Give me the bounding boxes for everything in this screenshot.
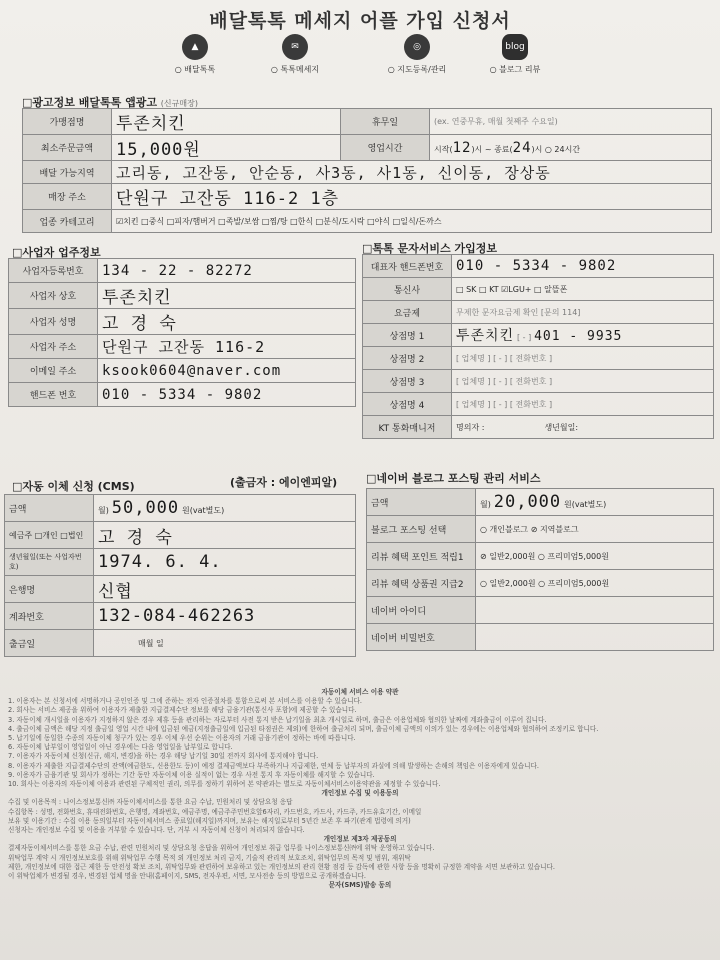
biz-section-title: □사업자 업주정보 <box>12 246 101 259</box>
terms-line: 10. 회사는 이용자의 자동이체 이용과 관련된 구체적인 권리, 의무를 정하기 위하여 본 약관과는 별도로 자동이체서비스이용약관을 제정할 수 있습니다. <box>8 780 441 789</box>
service-label: ○ 배달톡톡 <box>150 64 240 75</box>
kt-manager-field[interactable]: 명의자 : 생년월일: <box>452 416 714 439</box>
terms-line: 이 위탁업체가 변경될 경우, 변경된 업체 명을 안내(홈페이지, SMS, 전자우편, 서면, 모사전송 등의 방법으로 공개하겠습니다. <box>8 872 366 881</box>
naver-id-field[interactable] <box>476 597 714 624</box>
store-name-label: 가맹점명 <box>23 109 112 135</box>
regno-field[interactable]: 134 - 22 - 82272 <box>98 259 356 283</box>
phone-label: 핸드폰 번호 <box>9 383 98 407</box>
terms-block <box>8 688 712 890</box>
ad-info-table <box>22 108 712 233</box>
terms-line: 수집항목 : 성명, 전화번호, 휴대전화번호, 은행명, 계좌번호, 예금주명, 예금주주민번호앞6자리, 카드번호, 카드사, 카드주, 카드유효기간, 이메일 <box>8 807 422 816</box>
naver-id-label: 네이버 아이디 <box>367 597 476 624</box>
blog-type-radios[interactable]: ○ 개인블로그 ⊘ 지역블로그 <box>476 516 714 543</box>
terms-line: 제한, 개인정보에 대한 접근 제한 등 안전성 확보 조치, 위탁업무와 관련하여 보유하고 있는 개인정보의 관리 현황 점검 등 감독에 관한 사항 등을 명확히 규정한 계약을 서면 보관하고 있습니다. <box>8 862 555 871</box>
review-gift-radios[interactable]: ○ 일반2,000원 ○ 프리미엄5,000원 <box>476 570 714 597</box>
regno-label: 사업자등록번호 <box>9 259 98 283</box>
terms-line: 8. 이용자가 제출한 지급결제수단의 잔액(예금한도, 신용한도 등)이 예정 결제금액보다 부족하거나 지급제한, 연체 등 납부자의 과실에 의해 발생하는 손해의 책임은 이용자에게 있습니다. <box>8 761 539 770</box>
store-address-label: 매장 주소 <box>23 184 112 210</box>
service-blog[interactable] <box>470 34 560 75</box>
blog-type-label: 블로그 포스팅 선택 <box>367 516 476 543</box>
withdraw-label: 출금일 <box>5 630 94 657</box>
service-delivery[interactable] <box>150 34 240 75</box>
account-field[interactable]: 132-084-462263 <box>94 603 356 630</box>
phone-field[interactable]: 010 - 5334 - 9802 <box>98 383 356 407</box>
ad-section-title: □광고정보 배달톡톡 앱광고 (신규매장) <box>22 96 198 109</box>
plan-field[interactable]: 무제한 문자요금제 확인 [문의 114] <box>452 301 714 324</box>
hours-label: 영업시간 <box>341 135 430 161</box>
email-field[interactable]: ksook0604@naver.com <box>98 359 356 383</box>
min-order-label: 최소주문금액 <box>23 135 112 161</box>
depositor-field[interactable]: 고 경 숙 <box>94 522 356 549</box>
naver-pw-field[interactable] <box>476 624 714 651</box>
carrier-checkboxes[interactable]: □ SK □ KT ☑LGU+ □ 알뜰폰 <box>452 278 714 301</box>
plan-label: 요금제 <box>363 301 452 324</box>
owner-label: 사업자 성명 <box>9 309 98 335</box>
blog-table <box>366 488 714 651</box>
service-label: ○ 톡톡메세지 <box>250 64 340 75</box>
terms-line: 위탁업무 계약 시 개인정보보호를 위해 위탁업무 수행 목적 외 개인정보 처리 금지, 기술적 관리적 보호조치, 위탁업무의 목적 및 범위, 재위탁 <box>8 853 411 862</box>
birth-field[interactable]: 1974. 6. 4. <box>94 549 356 576</box>
service-icon-row <box>150 34 590 82</box>
birth-label: 생년월일(또는 사업자번호) <box>5 549 94 576</box>
biz-info-table <box>8 258 356 407</box>
store4-label: 상점명 4 <box>363 393 452 416</box>
review-gift-label: 리뷰 혜택 상품권 지급2 <box>367 570 476 597</box>
terms-line: 6. 자동이체 납부일이 영업일이 아닌 경우에는 다음 영업일을 납부일로 합니다. <box>8 743 233 752</box>
blog-section-title: □네이버 블로그 포스팅 관리 서비스 <box>366 472 541 485</box>
owner-field[interactable]: 고 경 숙 <box>98 309 356 335</box>
msg-section-title: □톡톡 문자서비스 가입정보 <box>362 242 497 255</box>
store3-field[interactable]: [ 업체명 ] [ - ] [ 전화번호 ] <box>452 370 714 393</box>
carrier-label: 통신사 <box>363 278 452 301</box>
area-field[interactable]: 고리동, 고잔동, 안순동, 사3동, 사1동, 신이동, 장상동 <box>112 161 712 184</box>
cms-section-title: □자동 이체 신청 (CMS) <box>12 480 135 493</box>
withdraw-field[interactable]: 매월 일 <box>94 630 356 657</box>
biz-address-field[interactable]: 단원구 고잔동 116-2 <box>98 335 356 359</box>
blog-amount-field[interactable]: 월) 20,000 원(vat별도) <box>476 489 714 516</box>
store2-label: 상점명 2 <box>363 347 452 370</box>
blog-amount-label: 금액 <box>367 489 476 516</box>
cms-payer: (출금자 : 에이엔피알) <box>230 476 338 489</box>
terms-line: 수집 및 이용목적 : 나이스정보통신㈜ 자동이체서비스를 통한 요금 수납, 민원처리 및 상담요청 응답 <box>8 798 293 807</box>
area-label: 배달 가능지역 <box>23 161 112 184</box>
terms-line: 7. 이용자가 자동이체 신청(신규, 해지, 변경)을 하는 경우 해당 납기일 30일 전까지 회사에 통지해야 합니다. <box>8 752 319 761</box>
message-icon: ✉ <box>282 34 308 60</box>
holiday-label: 휴무일 <box>341 109 430 135</box>
terms-line: 보유 및 이용기간 : 수집 이용 동의일부터 자동이체서비스 종료일(해지일)까지며, 보유는 해지일로부터 5년간 보존 후 파기(관계 법령에 의거) <box>8 816 411 825</box>
review-point-label: 리뷰 혜택 포인트 적립1 <box>367 543 476 570</box>
terms-line: 신청자는 개인정보 수집 및 이용을 거부할 수 있습니다. 단, 거부 시 자동이체 신청이 처리되지 않습니다. <box>8 826 305 835</box>
store-address-field[interactable]: 단원구 고잔동 116-2 1층 <box>112 184 712 210</box>
email-label: 이메일 주소 <box>9 359 98 383</box>
cms-table <box>4 494 356 657</box>
store4-field[interactable]: [ 업체명 ] [ - ] [ 전화번호 ] <box>452 393 714 416</box>
terms-line: 5. 납기일에 동일한 수종의 자동이체 청구가 있는 경우 이체 우선 순위는 이용자의 거래 금융기관이 정하는 바에 따릅니다. <box>8 734 356 743</box>
service-message[interactable] <box>250 34 340 75</box>
terms-subtitle: 개인정보 제3자 제공동의 <box>323 835 397 844</box>
terms-title: 자동이체 서비스 이용 약관 <box>321 688 399 696</box>
rep-phone-field[interactable]: 010 - 5334 - 9802 <box>452 255 714 278</box>
form-title: 배달톡톡 메세지 어플 가입 신청서 <box>209 10 511 32</box>
category-checkboxes[interactable]: ☑치킨 □중식 □피자/햄버거 □족발/보쌈 □찜/탕 □한식 □분식/도시락 □야식 □일식/돈까스 <box>112 210 712 233</box>
terms-line: 4. 출금이체 금액은 해당 지정 출금일 영업 시간 내에 입금된 예금(지정출금일에 입금된 타점권은 제외)에 한하여 출금처리 되며, 출금이체 금액의 이의가 있는 경우에는 이용업체와 협의하여 조정키로 합니다. <box>8 724 599 733</box>
store1-label: 상점명 1 <box>363 324 452 347</box>
category-label: 업종 카테고리 <box>23 210 112 233</box>
holiday-field[interactable]: (ex. 연중무휴, 매월 첫째주 수요일) <box>430 109 712 135</box>
kt-manager-label: KT 통화매니저 <box>363 416 452 439</box>
cms-amount-label: 금액 <box>5 495 94 522</box>
msg-info-table <box>362 254 714 439</box>
bank-field[interactable]: 신협 <box>94 576 356 603</box>
service-label: ○ 지도등록/관리 <box>372 64 462 75</box>
naver-pw-label: 네이버 비밀번호 <box>367 624 476 651</box>
store2-field[interactable]: [ 업체명 ] [ - ] [ 전화번호 ] <box>452 347 714 370</box>
terms-line: 3. 자동이체 개시일을 이용자가 지정하지 않은 경우 제휴 등을 관리하는 자로부터 사전 통지 받은 납기일을 최초 개시일로 하며, 출금은 이용업체와 협의한 날짜에 계좌출금이 이루어 집니다. <box>8 715 547 724</box>
terms-subtitle: 문자(SMS)발송 동의 <box>328 881 392 890</box>
terms-line: 결제자동이체서비스를 통한 요금 수납, 관련 민원처리 및 상담요청 응답을 위하여 개인정보 취급 업무를 나이스정보통신㈜에 위탁 운영하고 있습니다. <box>8 844 435 853</box>
service-label: ○ 블로그 리뷰 <box>470 64 560 75</box>
bank-label: 은행명 <box>5 576 94 603</box>
hours-field[interactable]: 시작(12)시 ~ 종료(24)시 ○ 24시간 <box>430 135 712 161</box>
biz-name-field[interactable]: 투존치킨 <box>98 283 356 309</box>
review-point-radios[interactable]: ⊘ 일반2,000원 ○ 프리미엄5,000원 <box>476 543 714 570</box>
terms-line: 9. 이용자가 금융기관 및 회사가 정하는 기간 동안 자동이체 이용 실적이 없는 경우 사전 통지 후 자동이체를 해지할 수 있습니다. <box>8 770 375 779</box>
store1-field[interactable]: 투존치킨 [ - ] 401 - 9935 <box>452 324 714 347</box>
rep-phone-label: 대표자 핸드폰번호 <box>363 255 452 278</box>
account-label: 계좌번호 <box>5 603 94 630</box>
cms-amount-field[interactable]: 월) 50,000 원(vat별도) <box>94 495 356 522</box>
terms-subtitle: 개인정보 수집 및 이용동의 <box>321 789 399 798</box>
terms-line: 2. 회사는 서비스 제공을 위하여 이용자가 제출한 지급결제수단 정보를 해당 금융기관(통신사 포함)에 제공할 수 있습니다. <box>8 706 357 715</box>
blog-icon: blog <box>502 34 528 60</box>
terms-line: 1. 이용자는 본 신청서에 서명하거나 공인인증 및 그에 준하는 전자 인증절차를 통함으로써 본 서비스를 이용할 수 있습니다. <box>8 697 363 706</box>
store3-label: 상점명 3 <box>363 370 452 393</box>
biz-address-label: 사업자 주소 <box>9 335 98 359</box>
biz-name-label: 사업자 상호 <box>9 283 98 309</box>
service-map[interactable] <box>372 34 462 75</box>
map-icon: ◎ <box>404 34 430 60</box>
store-name-field[interactable]: 투존치킨 <box>112 109 341 135</box>
min-order-field[interactable]: 15,000원 <box>112 135 341 161</box>
depositor-label: 예금주 □개인 □법인 <box>5 522 94 549</box>
delivery-icon: ▲ <box>182 34 208 60</box>
